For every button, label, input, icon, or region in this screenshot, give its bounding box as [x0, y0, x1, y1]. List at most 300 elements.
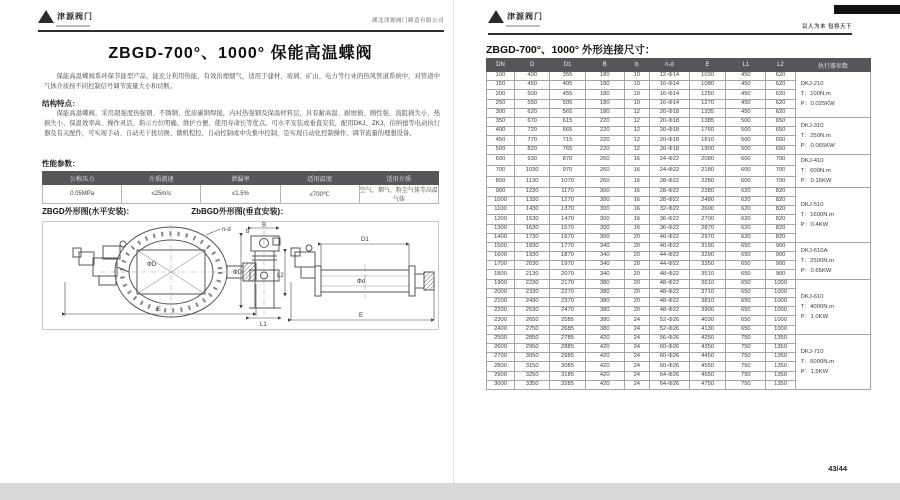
page-title: ZBGD-700°、1000° 保能高温蝶阀	[108, 45, 373, 62]
dims-cell: 2685	[550, 325, 585, 334]
dims-cell: 450	[487, 136, 515, 145]
dims-cell: 64-Φ26	[649, 371, 689, 380]
dims-cell: 405	[550, 81, 585, 90]
dims-cell: 1350	[766, 380, 795, 389]
dims-cell: 750	[726, 362, 766, 371]
dims-cell: 2130	[515, 270, 550, 279]
dims-cell: 1350	[766, 362, 795, 371]
actuator-cell: DKJ-710 T：6000N.m P：1.5KW	[795, 334, 870, 389]
dims-cell: 28-Φ22	[649, 196, 689, 205]
dims-cell: 4250	[690, 334, 726, 343]
dims-cell: 16-Φ14	[649, 90, 689, 99]
dims-cell: 500	[726, 117, 766, 126]
dims-cell: 620	[726, 233, 766, 242]
dims-cell: 450	[726, 90, 766, 99]
dims-cell: 505	[550, 99, 585, 108]
dims-cell: 200	[487, 90, 515, 99]
dims-cell: 12	[624, 136, 649, 145]
dims-cell: 60-Φ26	[649, 353, 689, 362]
dims-cell: 24	[624, 343, 649, 352]
dims-cell: 260	[585, 154, 624, 165]
dims-cell: 650	[726, 270, 766, 279]
dims-cell: 1570	[550, 224, 585, 233]
logo-text: 津源阀门	[507, 12, 543, 21]
dim-label-E-front: E	[157, 307, 162, 313]
dims-cell: 1030	[515, 165, 550, 176]
table-row	[487, 334, 871, 343]
dims-cell: 765	[550, 145, 585, 154]
dims-cell: 36-Φ22	[649, 224, 689, 233]
dims-cell: 400	[515, 72, 550, 81]
dims-cell: 2330	[515, 288, 550, 297]
dims-cell: 750	[726, 334, 766, 343]
dims-cell: 2480	[690, 196, 726, 205]
dims-cell: 450	[726, 99, 766, 108]
dims-cell: 620	[766, 90, 795, 99]
dims-cell: 820	[515, 145, 550, 154]
dims-cell: 16-Φ14	[649, 99, 689, 108]
header-rule	[38, 30, 444, 32]
dims-cell: 28-Φ22	[649, 187, 689, 196]
dims-cell: 16	[624, 165, 649, 176]
dims-cell: 620	[726, 224, 766, 233]
dims-cell: 700	[766, 154, 795, 165]
params-header-cell: 适用温度	[280, 172, 359, 185]
params-value-cell: ≤25m/s	[122, 185, 201, 204]
dims-cell: 2600	[487, 343, 515, 352]
dims-cell: 650	[726, 279, 766, 288]
dims-cell: 2000	[487, 288, 515, 297]
dims-cell: 40-Φ22	[649, 242, 689, 251]
dims-cell: 1800	[487, 270, 515, 279]
dims-cell: 3085	[550, 362, 585, 371]
dims-cell: 3710	[690, 288, 726, 297]
dims-cell: 400	[487, 127, 515, 136]
params-heading: 性能参数：	[42, 159, 80, 168]
dims-cell: 450	[726, 72, 766, 81]
dims-cell: 1870	[550, 252, 585, 261]
dims-cell: 20	[624, 307, 649, 316]
dims-cell: 4550	[690, 362, 726, 371]
dims-cell: 650	[726, 325, 766, 334]
dims-cell: 24-Φ22	[649, 165, 689, 176]
valve-technical-drawing	[43, 222, 438, 329]
dims-cell: 28-Φ22	[649, 176, 689, 187]
dims-cell: 1000	[766, 298, 795, 307]
dims-cell: 340	[585, 261, 624, 270]
dims-cell: 3185	[550, 371, 585, 380]
dim-label-phiD-side: ΦD	[233, 270, 243, 276]
dims-cell: 2230	[515, 279, 550, 288]
dims-cell: 20-Φ18	[649, 108, 689, 117]
dims-cell: 220	[585, 127, 624, 136]
dims-cell: 900	[766, 261, 795, 270]
dims-cell: 12	[624, 108, 649, 117]
dims-cell: 620	[766, 81, 795, 90]
dims-cell: 12	[624, 145, 649, 154]
dim-label-phiD: ΦD	[147, 262, 157, 268]
dim-label-D1: D1	[361, 237, 369, 243]
dims-cell: 3350	[515, 380, 550, 389]
right-page	[452, 0, 877, 483]
dim-label-L2: L2	[277, 273, 284, 279]
dims-cell: 1000	[766, 307, 795, 316]
dims-cell: 4030	[690, 316, 726, 325]
dims-cell: 1970	[550, 261, 585, 270]
dims-cell: 620	[726, 206, 766, 215]
dims-cell: 340	[585, 252, 624, 261]
dims-cell: 2470	[550, 307, 585, 316]
dims-cell: 2850	[515, 334, 550, 343]
params-header-cell: 适用介质	[359, 172, 438, 185]
dims-cell: 2700	[690, 215, 726, 224]
dims-cell: 16	[624, 187, 649, 196]
dims-cell: 550	[515, 99, 550, 108]
dims-cell: 2300	[487, 316, 515, 325]
dims-cell: 615	[550, 117, 585, 126]
dims-cell: 1100	[487, 206, 515, 215]
dims-cell: 380	[585, 307, 624, 316]
dims-cell: 650	[726, 252, 766, 261]
technical-drawing-box	[42, 221, 439, 330]
dims-cell: 2530	[515, 307, 550, 316]
dims-cell: 620	[766, 108, 795, 117]
dims-cell: 1530	[515, 215, 550, 224]
dims-cell: 10	[624, 99, 649, 108]
dims-cell: 10	[624, 81, 649, 90]
dims-cell: 3190	[690, 242, 726, 251]
dims-cell: 20	[624, 233, 649, 242]
dims-cell: 4130	[690, 325, 726, 334]
dims-cell: 2585	[550, 316, 585, 325]
dims-cell: 48-Φ22	[649, 307, 689, 316]
dims-cell: 340	[585, 270, 624, 279]
table-row	[487, 279, 871, 288]
dims-cell: 450	[726, 108, 766, 117]
dims-cell: 1900	[690, 145, 726, 154]
dims-cell: 3510	[690, 270, 726, 279]
dims-cell: 1600	[487, 252, 515, 261]
dims-cell: 750	[726, 371, 766, 380]
actuator-cell: DKJ-210 T：100N.m P：0.025KW	[795, 72, 870, 118]
dims-cell: 16-Φ14	[649, 81, 689, 90]
dims-cell: 355	[550, 72, 585, 81]
dims-cell: 2885	[550, 343, 585, 352]
dim-label-phid: Φd	[357, 279, 366, 285]
dims-cell: 450	[726, 81, 766, 90]
dims-cell: 24	[624, 362, 649, 371]
dims-cell: 10	[624, 72, 649, 81]
dims-cell: 180	[585, 72, 624, 81]
dims-cell: 48-Φ22	[649, 288, 689, 297]
dims-cell: 420	[585, 362, 624, 371]
dims-header-cell: D1	[550, 59, 585, 72]
dims-cell: 260	[585, 165, 624, 176]
performance-params-table	[42, 171, 439, 204]
dims-cell: 52-Φ26	[649, 316, 689, 325]
dims-cell: 20-Φ18	[649, 117, 689, 126]
dims-cell: 180	[585, 108, 624, 117]
dims-cell: 300	[585, 187, 624, 196]
company-slogan: 以人为本 包容天下	[801, 24, 852, 30]
dims-cell: 3050	[515, 353, 550, 362]
dims-cell: 220	[585, 117, 624, 126]
dims-cell: 2970	[690, 233, 726, 242]
dims-cell: 1670	[550, 233, 585, 242]
dims-cell: 2070	[550, 270, 585, 279]
dims-cell: 1430	[515, 206, 550, 215]
dims-cell: 1350	[766, 353, 795, 362]
dims-cell: 800	[487, 176, 515, 187]
dims-cell: 600	[726, 176, 766, 187]
dims-cell: 2785	[550, 334, 585, 343]
company-logo-right	[488, 10, 543, 23]
table-row	[487, 117, 871, 126]
logo-triangle-icon	[38, 10, 54, 23]
dims-cell: 4450	[690, 353, 726, 362]
dims-cell: 2430	[515, 298, 550, 307]
dims-cell: 2800	[487, 362, 515, 371]
dims-cell: 620	[726, 196, 766, 205]
dims-cell: 16	[624, 224, 649, 233]
dims-cell: 24	[624, 380, 649, 389]
dims-cell: 2030	[515, 261, 550, 270]
actuator-cell: DKJ-610A T：2500N.m P：0.65KW	[795, 242, 870, 279]
dims-cell: 650	[726, 307, 766, 316]
dims-cell: 60-Φ26	[649, 343, 689, 352]
dims-cell: 20	[624, 279, 649, 288]
intro-paragraph: 保能高温蝶阀系环保节能型产品，能充分利用热能、有效治理烟气，适用于建材、玻璃、矿山、电力等行业的热风管道系统中，对管道中气体介质按不同控制信号调节流量大小和切断。	[44, 73, 440, 91]
dims-cell: 1350	[766, 334, 795, 343]
dims-cell: 900	[766, 270, 795, 279]
actuator-cell: DKJ-410 T：600N.m P：0.16KW	[795, 154, 870, 187]
dims-header-cell: DN	[487, 59, 515, 72]
dims-cell: 20	[624, 242, 649, 251]
bottom-band	[0, 483, 900, 500]
dims-cell: 24	[624, 316, 649, 325]
dims-cell: 650	[726, 288, 766, 297]
dims-cell: 420	[585, 343, 624, 352]
dims-cell: 24	[624, 371, 649, 380]
dims-cell: 16	[624, 176, 649, 187]
dims-header-cell: b	[624, 59, 649, 72]
dims-cell: 1350	[766, 371, 795, 380]
dims-cell: 715	[550, 136, 585, 145]
dims-cell: 340	[585, 242, 624, 251]
dims-header-cell: B	[585, 59, 624, 72]
dims-header-row	[487, 59, 871, 72]
dimensions-table	[486, 58, 871, 390]
left-page	[28, 0, 453, 483]
dims-cell: 1900	[487, 279, 515, 288]
dims-cell: 44-Φ22	[649, 252, 689, 261]
dims-cell: 1130	[515, 176, 550, 187]
dims-cell: 650	[726, 316, 766, 325]
dims-cell: 2400	[487, 325, 515, 334]
dims-cell: 1000	[766, 325, 795, 334]
dims-cell: 500	[726, 136, 766, 145]
dims-cell: 180	[585, 99, 624, 108]
dims-cell: 1730	[515, 233, 550, 242]
dims-cell: 650	[766, 127, 795, 136]
dims-cell: 820	[766, 233, 795, 242]
dims-cell: 20-Φ18	[649, 127, 689, 136]
dims-cell: 48-Φ22	[649, 270, 689, 279]
corner-band	[834, 5, 900, 14]
dims-cell: 1030	[690, 72, 726, 81]
dims-cell: 600	[726, 154, 766, 165]
dims-cell: 380	[585, 316, 624, 325]
dims-cell: 1500	[487, 242, 515, 251]
dims-cell: 1270	[690, 99, 726, 108]
front-view-drawing	[73, 225, 256, 319]
dims-cell: 1770	[550, 242, 585, 251]
dims-cell: 64-Φ26	[649, 380, 689, 389]
dims-cell: 3900	[690, 307, 726, 316]
dims-cell: 380	[585, 325, 624, 334]
dims-cell: 750	[726, 380, 766, 389]
params-value-cell: 空气、烟气、粉尘气体等高温气体	[359, 185, 438, 204]
dims-cell: 1335	[690, 108, 726, 117]
dims-cell: 52-Φ26	[649, 325, 689, 334]
dims-cell: 2950	[515, 343, 550, 352]
dims-header-cell: L1	[726, 59, 766, 72]
dims-cell: 16	[624, 154, 649, 165]
dims-cell: 670	[515, 117, 550, 126]
dims-cell: 1230	[515, 187, 550, 196]
dims-cell: 380	[585, 288, 624, 297]
dims-cell: 900	[766, 252, 795, 261]
dims-cell: 60-Φ26	[649, 362, 689, 371]
table-row	[487, 72, 871, 81]
dims-cell: 650	[766, 117, 795, 126]
dims-cell: 220	[585, 145, 624, 154]
dims-cell: 300	[487, 108, 515, 117]
dims-cell: 500	[726, 145, 766, 154]
dims-cell: 2900	[487, 371, 515, 380]
dims-cell: 650	[766, 145, 795, 154]
dims-cell: 1080	[690, 81, 726, 90]
dims-cell: 1630	[515, 224, 550, 233]
dims-cell: 1470	[550, 215, 585, 224]
company-name: 湖北津源阀门制造有限公司	[371, 18, 444, 24]
dims-cell: 300	[585, 196, 624, 205]
dims-cell: 700	[766, 176, 795, 187]
dims-cell: 1810	[690, 136, 726, 145]
page-gutter	[453, 0, 454, 483]
dims-cell: 1270	[550, 196, 585, 205]
dims-cell: 1330	[515, 196, 550, 205]
table-row	[487, 242, 871, 251]
dims-cell: 930	[515, 154, 550, 165]
dims-cell: 24	[624, 325, 649, 334]
dims-cell: 380	[585, 298, 624, 307]
dims-cell: 2380	[690, 187, 726, 196]
dims-cell: 700	[766, 165, 795, 176]
dims-cell: 32-Φ22	[649, 206, 689, 215]
params-value-cell: ≤1.5%	[201, 185, 280, 204]
dims-cell: 2700	[487, 353, 515, 362]
dims-cell: 600	[726, 165, 766, 176]
dim-label-b: b	[246, 229, 250, 235]
dims-cell: 20	[624, 270, 649, 279]
dims-cell: 620	[766, 99, 795, 108]
dims-cell: 12-Φ14	[649, 72, 689, 81]
actuator-cell: DKJ-310 T：250N.m P：0.065KW	[795, 117, 870, 154]
dims-cell: 1930	[515, 252, 550, 261]
dims-cell: 1385	[690, 117, 726, 126]
dim-label-E-horiz: E	[359, 313, 364, 319]
dims-cell: 720	[515, 127, 550, 136]
dims-header-cell: 执行器参数	[795, 59, 870, 72]
dim-label-B: B	[262, 222, 267, 229]
dims-cell: 500	[487, 145, 515, 154]
dims-cell: 2600	[690, 206, 726, 215]
dims-cell: 2750	[515, 325, 550, 334]
dims-cell: 56-Φ26	[649, 334, 689, 343]
dims-cell: 10	[624, 90, 649, 99]
dims-cell: 3290	[690, 252, 726, 261]
dims-cell: 565	[550, 108, 585, 117]
dims-cell: 600	[487, 154, 515, 165]
dims-cell: 2985	[550, 353, 585, 362]
dims-cell: 1760	[690, 127, 726, 136]
dims-cell: 2870	[690, 224, 726, 233]
drawing-caption-vertical: ZbBGD外形图(垂直安装)：	[191, 207, 289, 216]
dims-cell: 3000	[487, 380, 515, 389]
drawing-caption-horizontal: ZBGD外形图(水平安装)：	[42, 207, 134, 216]
dims-cell: 40-Φ22	[649, 233, 689, 242]
dims-cell: 1400	[487, 233, 515, 242]
dims-cell: 1370	[550, 206, 585, 215]
dims-cell: 20	[624, 298, 649, 307]
dims-cell: 2170	[550, 279, 585, 288]
dims-cell: 1070	[550, 176, 585, 187]
dims-header-cell: n-d	[649, 59, 689, 72]
dims-cell: 820	[766, 206, 795, 215]
dim-label-L1: L1	[260, 322, 267, 328]
dims-cell: 1300	[487, 224, 515, 233]
dims-cell: 1170	[550, 187, 585, 196]
dims-cell: 300	[585, 233, 624, 242]
dims-cell: 180	[585, 90, 624, 99]
dims-cell: 1830	[515, 242, 550, 251]
dims-cell: 24	[624, 353, 649, 362]
dims-cell: 16	[624, 196, 649, 205]
dims-cell: 260	[585, 176, 624, 187]
dims-cell: 500	[726, 127, 766, 136]
dims-cell: 2100	[487, 298, 515, 307]
dims-cell: 820	[766, 196, 795, 205]
dims-cell: 4350	[690, 343, 726, 352]
dims-cell: 20-Φ18	[649, 136, 689, 145]
dims-cell: 16	[624, 206, 649, 215]
dims-cell: 2080	[690, 154, 726, 165]
table-row	[487, 154, 871, 165]
dims-cell: 3250	[515, 371, 550, 380]
dims-cell: 100	[487, 72, 515, 81]
dims-cell: 20	[624, 252, 649, 261]
dims-cell: 2370	[550, 298, 585, 307]
dims-cell: 2200	[487, 307, 515, 316]
params-value-cell: 0.05MPa	[43, 185, 122, 204]
dims-cell: 3150	[515, 362, 550, 371]
dim-label-n-d: n-d	[222, 227, 231, 233]
dims-header-cell: D	[515, 59, 550, 72]
dims-header-cell: E	[690, 59, 726, 72]
company-logo	[38, 10, 93, 23]
features-heading: 结构特点：	[42, 99, 80, 108]
